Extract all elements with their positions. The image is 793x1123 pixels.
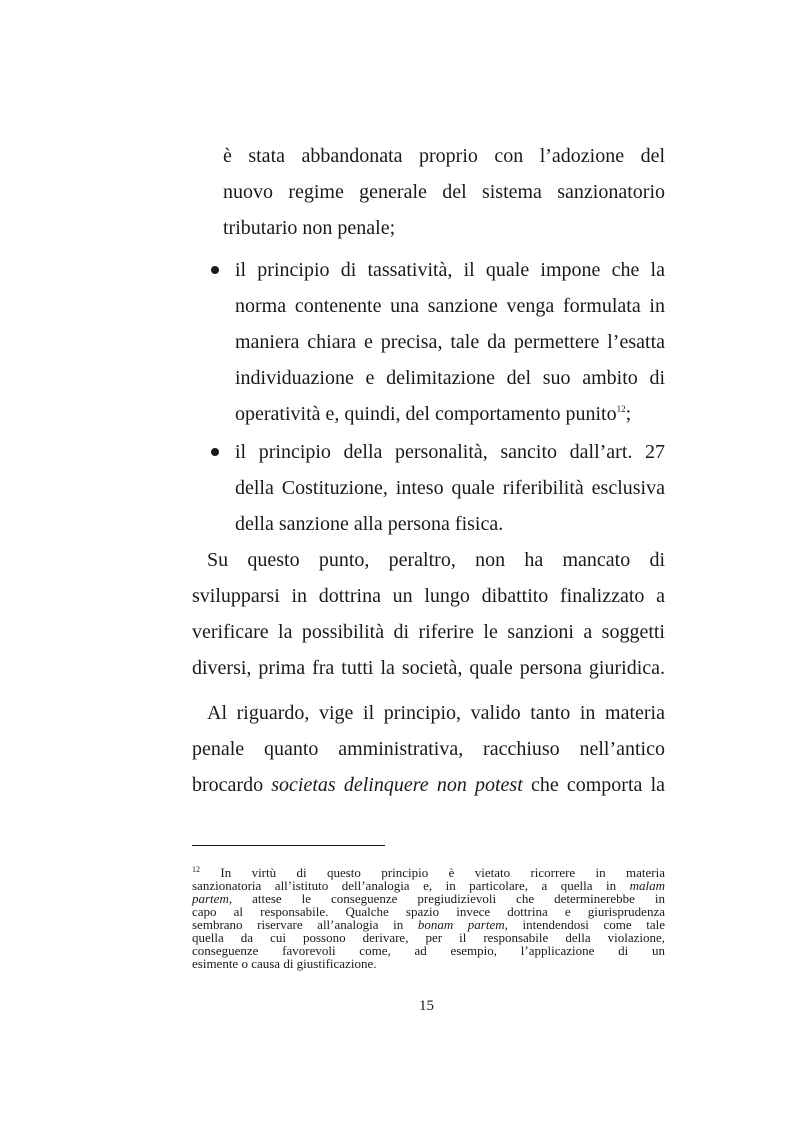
footnote-line-1-text: In virtù di questo principio è vietato ricorrere in materia [220,865,666,880]
footnote-separator [192,845,385,846]
footnote-line-5-start: sembrano riservare all’analogia in [192,917,418,932]
paragraph-1-line-2: svilupparsi in dottrina un lungo dibattito finalizzato a [192,585,665,607]
paragraph-2-line-1: Al riguardo, vige il principio, valido tanto in materia [207,702,665,724]
bullet-1-line-5 [235,402,631,426]
bullet-1-end-punct: ; [625,403,632,425]
bullet-1-line-4: individuazione e delimitazione del suo ambito di [235,367,665,389]
footnote-italic-bonam-partem: bonam partem [417,917,505,932]
bullet-2-line-3: della sanzione alla persona fisica. [235,513,504,535]
paragraph-2-line-3-end: che comporta la [522,774,665,796]
page-number: 15 [419,998,434,1014]
continuation-line-2: nuovo regime generale del sistema sanzionatorio [223,181,665,203]
paragraph-1-line-4: diversi, prima fra tutti la società, quale persona giuridica. [192,657,665,679]
footnote-line-4: capo al responsabile. Qualche spazio invece dottrina e giurisprudenza [192,904,665,919]
footnote-number: 12 [192,865,200,874]
bullet-2-line-1: il principio della personalità, sancito dall’art. 27 [235,441,665,463]
footnote-line-6: quella da cui possono derivare, per il responsabile della violazione, [192,930,665,945]
bullet-1-line-2: norma contenente una sanzione venga formulata in [235,295,665,317]
paragraph-2-line-3 [192,773,665,797]
bullet-2-line-2: della Costituzione, inteso quale riferibilità esclusiva [235,477,665,499]
paragraph-1-line-3: verificare la possibilità di riferire le sanzioni a soggetti [192,621,665,643]
footnote-line-8: esimente o causa di giustificazione. [192,956,377,971]
bullet-1-line-5-text: operatività e, quindi, del comportamento punito [235,403,617,425]
continuation-line-1: è stata abbandonata proprio con l’adozione del [223,145,665,167]
bullet-1-line-3: maniera chiara e precisa, tale da permettere l’esatta [235,331,665,353]
footnote-line-7: conseguenze favorevoli come, ad esempio, l’applicazione di un [192,943,665,958]
footnote-line-5-end: , intendendosi come tale [504,917,665,932]
paragraph-1-line-1: Su questo punto, peraltro, non ha mancato di [207,549,665,571]
paragraph-2-line-3-start: brocardo [192,774,272,796]
footnote-line-3-text: , attese le conseguenze pregiudizievoli che determinerebbe in [228,891,665,906]
continuation-line-3: tributario non penale; [223,217,396,239]
latin-brocard: societas delinquere non potest [271,774,523,796]
footnote-italic-partem: partem [192,891,229,906]
bullet-marker [211,448,219,456]
footnote-italic-malam: malam [629,878,665,893]
footnote-reference[interactable]: 12 [616,404,626,414]
bullet-marker [211,266,219,274]
bullet-1-line-1: il principio di tassatività, il quale impone che la [235,259,665,281]
paragraph-2-line-2: penale quanto amministrativa, racchiuso nell’antico [192,738,665,760]
footnote-line-2-text: sanzionatoria all’istituto dell’analogia e, in particolare, a quella in [192,878,630,893]
